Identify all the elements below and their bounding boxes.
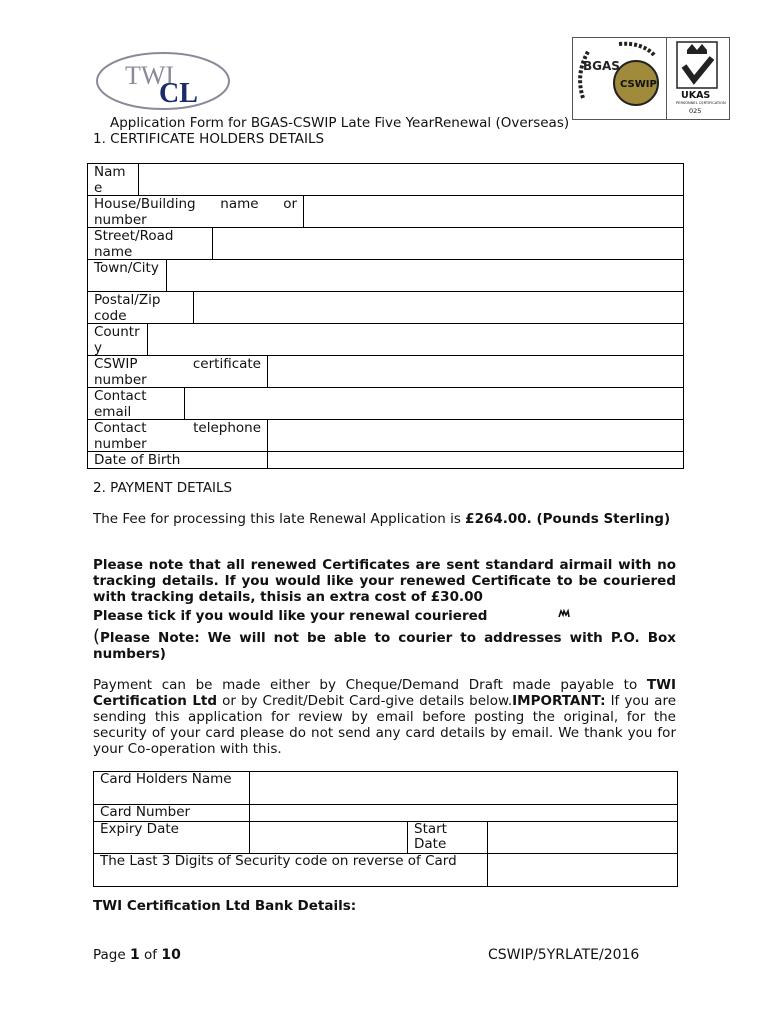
bank-details-heading: TWI Certification Ltd Bank Details: xyxy=(93,898,357,914)
airmail-note: Please note that all renewed Certificates are sent standard airmail with no tracking details. If you would like your renewed Certificate to be couriered with tracking details, thisis an extra cost of £30.00 xyxy=(93,557,676,605)
country-field[interactable] xyxy=(148,324,683,355)
card-label: The Last 3 Digits of Security code on reverse of Card xyxy=(94,853,488,886)
card-label: Card Holders Name xyxy=(94,772,250,805)
payee-name: TWI Certification Ltd xyxy=(93,677,676,709)
section2-heading: 2. PAYMENT DETAILS xyxy=(93,480,233,496)
dob-field[interactable] xyxy=(268,452,683,468)
bgas-cswip-logo xyxy=(573,38,666,119)
card-label: Start Date xyxy=(408,821,488,853)
holder-label: Date of Birth xyxy=(88,452,268,468)
payment-text: or by Credit/Debit Card-give details below. xyxy=(217,693,513,709)
form-title: Application Form for BGAS-CSWIP Late Five YearRenewal (Overseas) xyxy=(110,115,570,131)
holder-label: House/Building name or number xyxy=(88,196,304,227)
holder-label: Street/Road name xyxy=(88,228,213,259)
holder-label: Town/City xyxy=(88,260,167,291)
ukas-logo xyxy=(667,38,729,119)
holder-label: Contact telephone number xyxy=(88,420,268,451)
payment-text: If you are sending this application for review by email before posting the original, for the security of your card please do not send any card details by email. We thank you for your Co-operation with this. xyxy=(93,693,677,757)
cswip-text: CSWIP xyxy=(620,79,657,90)
name-field[interactable] xyxy=(139,164,683,195)
holder-row-country xyxy=(88,323,683,355)
holder-label: CSWIP certificate number xyxy=(88,356,268,387)
expiry-date-field[interactable] xyxy=(250,821,408,853)
start-date-field[interactable] xyxy=(488,821,678,853)
page-indicator xyxy=(93,947,181,963)
document-code: CSWIP/5YRLATE/2016 xyxy=(488,947,640,963)
fee-amount: £264.00. (Pounds Sterling) xyxy=(465,511,671,527)
section1-heading: 1. CERTIFICATE HOLDERS DETAILS xyxy=(93,131,325,147)
card-label: Card Number xyxy=(94,805,250,822)
twi-cl-logo xyxy=(95,50,235,112)
holder-row-name xyxy=(88,164,683,195)
holder-row-street xyxy=(88,227,683,259)
postal-field[interactable] xyxy=(194,292,683,323)
po-box-note xyxy=(93,626,676,662)
certificate-number-field[interactable] xyxy=(268,356,683,387)
of-word: of xyxy=(139,947,162,963)
holder-row-email xyxy=(88,387,683,419)
holder-row-postal xyxy=(88,291,683,323)
holder-label: Postal/Zip code xyxy=(88,292,194,323)
twi-logo-text: TWI xyxy=(125,61,175,90)
telephone-field[interactable] xyxy=(268,420,683,451)
holder-row-town xyxy=(88,259,683,291)
street-field[interactable] xyxy=(213,228,683,259)
bgas-text: BGAS xyxy=(583,59,620,73)
po-note-paren: ( xyxy=(93,626,101,647)
card-number-field[interactable] xyxy=(250,805,678,822)
fee-paragraph xyxy=(93,511,676,527)
card-label: Expiry Date xyxy=(94,821,250,853)
town-field[interactable] xyxy=(167,260,683,291)
ukas-text: UKAS xyxy=(681,90,711,101)
card-details-table xyxy=(93,771,678,887)
page-number: 1 xyxy=(129,947,140,963)
courier-tick-checkbox[interactable] xyxy=(558,604,570,616)
fee-text: The Fee for processing this late Renewal Application is xyxy=(93,511,466,527)
holder-row-telephone xyxy=(88,419,683,451)
cl-logo-text: CL xyxy=(159,78,198,109)
page-total: 10 xyxy=(161,947,181,963)
payment-paragraph xyxy=(93,677,676,757)
payment-text: Payment can be made either by Cheque/Demand Draft made payable to xyxy=(93,677,647,693)
certification-logos xyxy=(572,37,730,120)
important-label: IMPORTANT: xyxy=(512,693,606,709)
holder-row-dob xyxy=(88,451,683,468)
page-word: Page xyxy=(93,947,130,963)
email-field[interactable] xyxy=(185,388,683,419)
holder-label: Contact email xyxy=(88,388,185,419)
holder-row-certificate xyxy=(88,355,683,387)
security-code-field[interactable] xyxy=(488,853,678,886)
holder-label: Country xyxy=(88,324,148,355)
ukas-number: 025 xyxy=(689,107,702,115)
card-holder-name-field[interactable] xyxy=(250,772,678,805)
po-note-text: Please Note: We will not be able to courier to addresses with P.O. Box numbers) xyxy=(93,630,676,662)
ukas-sub-text: PERSONNEL CERTIFICATION xyxy=(676,101,726,105)
house-field[interactable] xyxy=(304,196,683,227)
holder-details-table xyxy=(87,163,684,469)
holder-label: Name xyxy=(88,164,139,195)
holder-row-house xyxy=(88,195,683,227)
tick-mark-icon xyxy=(558,609,570,619)
courier-tick-text: Please tick if you would like your renewal couriered xyxy=(93,608,488,624)
